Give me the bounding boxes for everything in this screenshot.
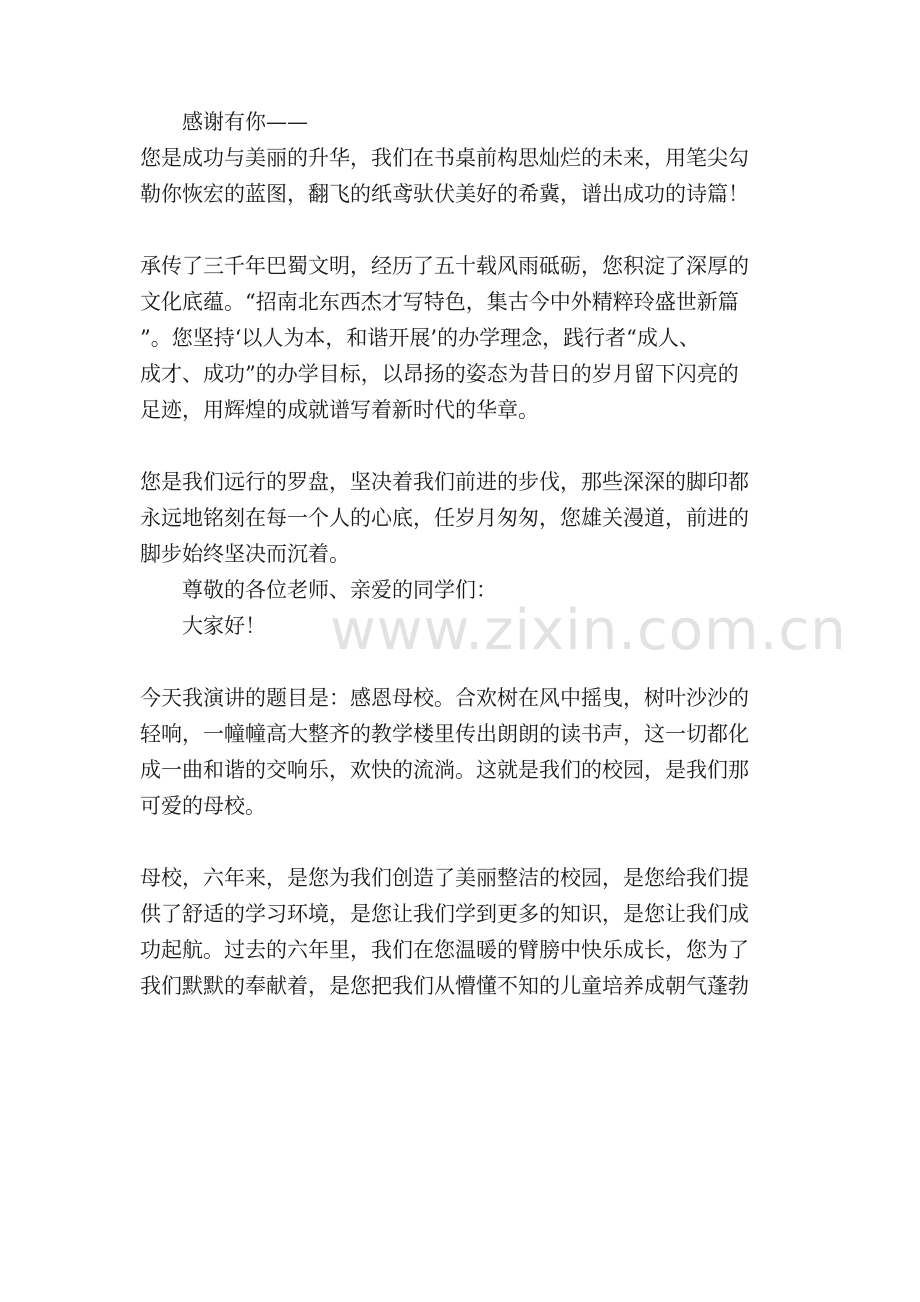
paragraph-line: 我们默默的奉献着，是您把我们从懵懂不知的儿童培养成朝气蓬勃 [140, 974, 749, 998]
salutation: 尊敬的各位老师、亲爱的同学们： [182, 578, 497, 602]
paragraph-line: 足迹，用辉煌的成就谱写着新时代的华章。 [140, 398, 539, 422]
paragraph-line: 您是我们远行的罗盘，坚决着我们前进的步伐，那些深深的脚印都 [140, 470, 749, 494]
paragraph-line: 供了舒适的学习环境，是您让我们学到更多的知识，是您让我们成 [140, 902, 749, 926]
paragraph-line: 轻响，一幢幢高大整齐的教学楼里传出朗朗的读书声，这一切都化 [140, 722, 749, 746]
paragraph-line: 文化底蕴。“招南北东西杰才写特色，集古今中外精粹玲盛世新篇 [140, 290, 739, 314]
paragraph-gap [140, 212, 772, 248]
paragraph-line: 您是成功与美丽的升华，我们在书桌前构思灿烂的未来，用笔尖勾 [140, 146, 749, 170]
paragraph-line: 承传了三千年巴蜀文明，经历了五十载风雨砥砺，您积淀了深厚的 [140, 254, 749, 278]
paragraph-line: 勒你恢宏的蓝图，翻飞的纸鸢驮伏美好的希冀，谱出成功的诗篇！ [140, 182, 749, 206]
greeting: 大家好！ [182, 614, 266, 638]
paragraph-gap [140, 644, 772, 680]
paragraph-line: ”。您坚持‘以人为本，和谐开展’的办学理念，践行者“成人、 [140, 326, 700, 350]
paragraph-line: 脚步始终坚决而沉着。 [140, 542, 350, 566]
watermark-text: www.zixin.com.cn [330, 598, 847, 663]
paragraph-line: 成一曲和谐的交响乐，欢快的流淌。这就是我们的校园，是我们那 [140, 758, 749, 782]
paragraph-line: 永远地铭刻在每一个人的心底，任岁月匆匆，您雄关漫道，前进的 [140, 506, 749, 530]
paragraph-line: 功起航。过去的六年里，我们在您温暖的臂膀中快乐成长，您为了 [140, 938, 749, 962]
paragraph-gap [140, 428, 772, 464]
document-body [140, 104, 772, 1004]
paragraph-line: 今天我演讲的题目是：感恩母校。合欢树在风中摇曳，树叶沙沙的 [140, 686, 749, 710]
paragraph-line: 成才、成功”的办学目标，以昂扬的姿态为昔日的岁月留下闪亮的 [140, 362, 739, 386]
heading-thanks: 感谢有你—— [182, 110, 308, 134]
paragraph-line: 可爱的母校。 [140, 794, 266, 818]
paragraph-gap [140, 824, 772, 860]
paragraph-line: 母校，六年来，是您为我们创造了美丽整洁的校园，是您给我们提 [140, 866, 749, 890]
